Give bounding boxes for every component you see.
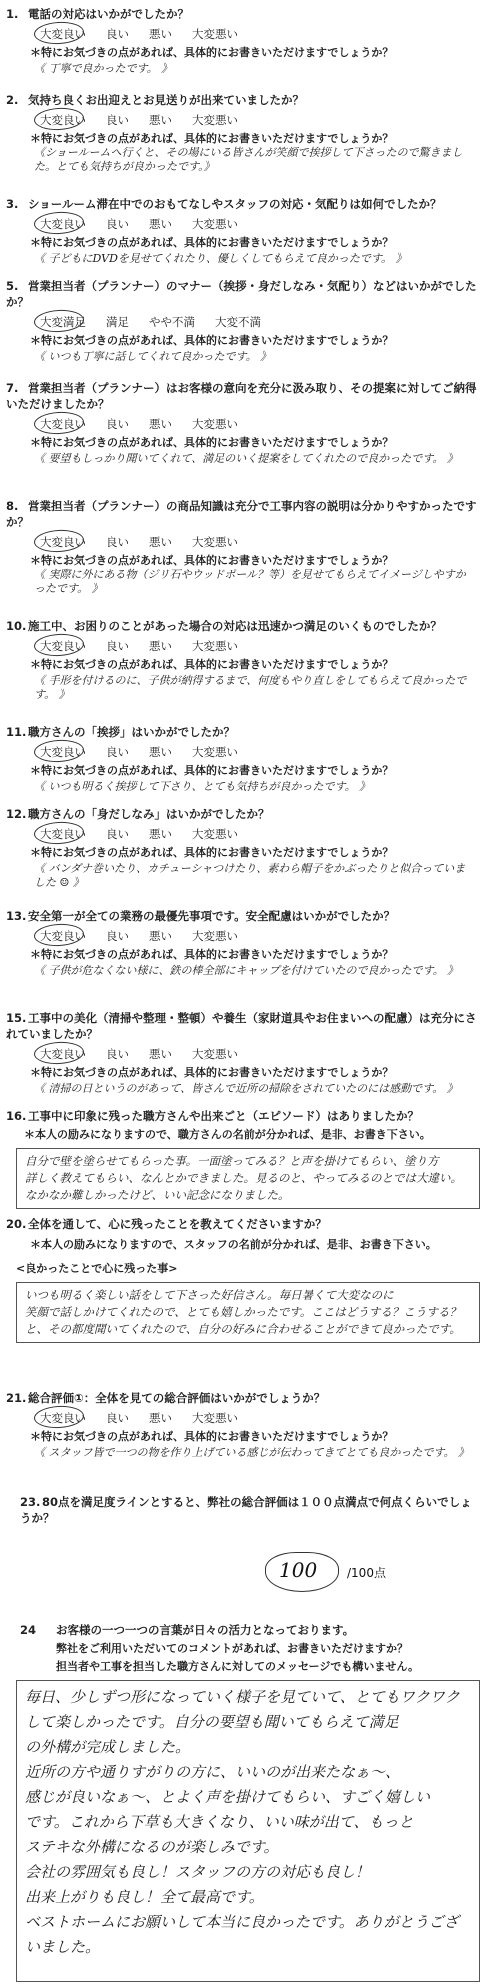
question-text: 営業担当者（プランナー）の商品知識は充分で工事内容の説明は分かりやすかったですか？ bbox=[6, 499, 477, 529]
option[interactable]: 大変不満 bbox=[215, 315, 261, 329]
option-selected[interactable]: 大変良い bbox=[40, 113, 86, 127]
rating-options bbox=[40, 826, 258, 842]
option[interactable]: やや不満 bbox=[149, 315, 195, 329]
note-prompt: ＊本人の励みになりますので、スタッフの名前が分かれば、是非、お書き下さい。 bbox=[30, 1238, 437, 1251]
question-number: 20. bbox=[6, 1217, 27, 1231]
option[interactable]: 良い bbox=[106, 745, 129, 759]
question-number: 1. bbox=[6, 7, 19, 21]
question-text: 工事中の美化（清掃や整理・整頓）や養生（家財道具やお住まいへの配慮）は充分にされていましたか？ bbox=[6, 1011, 477, 1041]
option[interactable]: 悪い bbox=[149, 929, 172, 943]
note-prompt: ＊本人の励みになりますので、職方さんの名前が分かれば、是非、お書き下さい。 bbox=[24, 1128, 431, 1141]
option[interactable]: 大変悪い bbox=[192, 217, 238, 231]
rating-options bbox=[40, 744, 258, 760]
question-number: 5. bbox=[6, 279, 19, 293]
handwritten-answer: 《 いつも丁寧に話してくれて良かったです。 》 bbox=[34, 350, 272, 363]
handwritten-answer: 《 手形を付けるのに、子供が納得するまで、何度もやり直しをしてもらえて良かったです。 》 bbox=[34, 674, 467, 701]
option[interactable]: 大変悪い bbox=[192, 929, 238, 943]
question-text: お客様の一つ一つの言葉が日々の活力となっております。 bbox=[56, 1623, 355, 1637]
question-number: 12. bbox=[6, 807, 27, 821]
note-prompt: ＊特にお気づきの点があれば、具体的にお書きいただけますでしょうか？ bbox=[30, 948, 394, 961]
score-unit: /100点 bbox=[347, 1566, 386, 1580]
option-selected[interactable]: 大変良い bbox=[40, 639, 86, 653]
option[interactable]: 良い bbox=[106, 639, 129, 653]
note-prompt: ＊特にお気づきの点があれば、具体的にお書きいただけますでしょうか？ bbox=[30, 46, 394, 59]
score-value: 100 bbox=[279, 1558, 318, 1582]
question-number: 21. bbox=[6, 1391, 27, 1405]
question-number: 7. bbox=[6, 381, 19, 395]
option[interactable]: 良い bbox=[106, 417, 129, 431]
option-selected[interactable]: 大変良い bbox=[40, 745, 86, 759]
option[interactable]: 大変悪い bbox=[192, 827, 238, 841]
instruction-line: 弊社をご利用いただいてのコメントがあれば、お書きいただけますか？ bbox=[56, 1642, 408, 1655]
handwritten-answer: 《 いつも明るく挨拶して下さり、とても気持ちが良かったです。 》 bbox=[34, 780, 371, 793]
option-selected[interactable]: 大変良い bbox=[40, 929, 86, 943]
option-selected[interactable]: 大変良い bbox=[40, 1411, 86, 1425]
note-prompt: ＊特にお気づきの点があれば、具体的にお書きいただけますでしょうか？ bbox=[30, 436, 394, 449]
question-text: 工事中に印象に残った職方さんや出来ごと（エピソード）はありましたか？ bbox=[28, 1109, 419, 1123]
question-number: 16. bbox=[6, 1109, 27, 1123]
question-number: 13. bbox=[6, 909, 27, 923]
option[interactable]: 悪い bbox=[149, 827, 172, 841]
question-text: 気持ち良くお出迎えとお見送りが出来ていましたか？ bbox=[28, 93, 304, 107]
option[interactable]: 満足 bbox=[106, 315, 129, 329]
question-text: ショールーム滞在中でのおもてなしやスタッフの対応・気配りは如何でしたか？ bbox=[28, 197, 442, 211]
option[interactable]: 大変悪い bbox=[192, 113, 238, 127]
option[interactable]: 悪い bbox=[149, 1411, 172, 1425]
handwritten-answer: 《 要望もしっかり聞いてくれて、満足のいく提案をしてくれたので良かったです。 》 bbox=[34, 452, 458, 465]
option-selected[interactable]: 大変良い bbox=[40, 417, 86, 431]
question-text: 施工中、お困りのことがあった場合の対応は迅速かつ満足のいくものでしたか？ bbox=[28, 619, 442, 633]
answer-box bbox=[16, 1680, 480, 1982]
rating-options bbox=[40, 1046, 258, 1062]
option-selected[interactable]: 大変良い bbox=[40, 827, 86, 841]
question-number: 15. bbox=[6, 1011, 27, 1025]
rating-options bbox=[40, 1410, 258, 1426]
question-number: 10. bbox=[6, 619, 27, 633]
option[interactable]: 悪い bbox=[149, 27, 172, 41]
option[interactable]: 悪い bbox=[149, 639, 172, 653]
option[interactable]: 大変悪い bbox=[192, 27, 238, 41]
option[interactable]: 良い bbox=[106, 1047, 129, 1061]
option[interactable]: 悪い bbox=[149, 217, 172, 231]
option[interactable]: 良い bbox=[106, 535, 129, 549]
handwritten-answer: 《 清掃の日というのがあって、皆さんで近所の掃除をされていたのには感動です。 》 bbox=[34, 1082, 458, 1095]
handwritten-answer: 《 子どもにDVDを見せてくれたり、優しくしてもらえて良かったです。 》 bbox=[34, 252, 407, 265]
question-number: 2. bbox=[6, 93, 19, 107]
rating-options bbox=[40, 112, 258, 128]
option[interactable]: 良い bbox=[106, 929, 129, 943]
question-number: 8. bbox=[6, 499, 19, 513]
instruction-line: 担当者や工事を担当した職方さんに対してのメッセージでも構いません。 bbox=[56, 1660, 419, 1673]
note-prompt: ＊特にお気づきの点があれば、具体的にお書きいただけますでしょうか？ bbox=[30, 334, 394, 347]
note-prompt: ＊特にお気づきの点があれば、具体的にお書きいただけますでしょうか？ bbox=[30, 846, 394, 859]
question-text: 職方さんの「挨拶」はいかがでしたか？ bbox=[28, 725, 235, 739]
question-text: 80点を満足度ラインとすると、弊社の総合評価は１００点満点で何点くらいでしょうか？ bbox=[20, 1495, 472, 1525]
note-prompt: ＊特にお気づきの点があれば、具体的にお書きいただけますでしょうか？ bbox=[30, 1430, 394, 1443]
section-header: <良かったことで心に残った事> bbox=[16, 1262, 178, 1275]
option[interactable]: 悪い bbox=[149, 745, 172, 759]
option[interactable]: 良い bbox=[106, 113, 129, 127]
question-text: 総合評価①：全体を見ての総合評価はいかがでしょうか？ bbox=[28, 1391, 326, 1405]
option[interactable]: 悪い bbox=[149, 417, 172, 431]
note-prompt: ＊特にお気づきの点があれば、具体的にお書きいただけますでしょうか？ bbox=[30, 554, 394, 567]
handwritten-answer: 《 スタッフ皆で一つの物を作り上げている感じが伝わってきてとても良かったです。 》 bbox=[34, 1446, 470, 1459]
answer-box bbox=[16, 1148, 480, 1209]
question-number: 11. bbox=[6, 725, 27, 739]
option-selected[interactable]: 大変満足 bbox=[40, 315, 86, 329]
handwritten-answer: いつも明るく楽しい話をして下さった好信さん。毎日暑くて大変なのに 笑顔で話しかけてくれたので、とても嬉しかったです。ここはどうする？こうする？ と、その都度聞いてくれたので、自分の好みに合わせることができて良かったです。 bbox=[25, 1288, 461, 1336]
handwritten-answer: 《 実際に外にある物（ジリ石やウッドポール？等）を見せてもらえてイメージしやすかったです。 》 bbox=[34, 568, 466, 595]
rating-options bbox=[40, 928, 258, 944]
option-selected[interactable]: 大変良い bbox=[40, 217, 86, 231]
note-prompt: ＊特にお気づきの点があれば、具体的にお書きいただけますでしょうか？ bbox=[30, 132, 394, 145]
answer-box bbox=[16, 1282, 480, 1343]
option[interactable]: 大変悪い bbox=[192, 1411, 238, 1425]
note-prompt: ＊特にお気づきの点があれば、具体的にお書きいただけますでしょうか？ bbox=[30, 658, 394, 671]
handwritten-answer: 《ショールームへ行くと、その場にいる皆さんが笑顔で挨拶して下さったので驚きました。とても気持ちが良かったです。》 bbox=[34, 146, 463, 173]
option[interactable]: 悪い bbox=[149, 535, 172, 549]
option[interactable]: 悪い bbox=[149, 113, 172, 127]
option[interactable]: 悪い bbox=[149, 1047, 172, 1061]
handwritten-answer: 自分で壁を塗らせてもらった事。一面塗ってみる？と声を掛けてもらい、塗り方 詳しく教えてもらい、なんとかできました。見るのと、やってみるのとでは大違い。 なかなか難しかったけど、いい記念になりました。 bbox=[25, 1154, 462, 1202]
rating-options bbox=[40, 216, 258, 232]
rating-options bbox=[40, 534, 258, 550]
question-text: 電話の対応はいかがでしたか？ bbox=[28, 7, 189, 21]
option[interactable]: 大変悪い bbox=[192, 417, 238, 431]
rating-options bbox=[40, 314, 281, 330]
rating-options bbox=[40, 638, 258, 654]
question-number: 3. bbox=[6, 197, 19, 211]
option[interactable]: 良い bbox=[106, 217, 129, 231]
option[interactable]: 良い bbox=[106, 27, 129, 41]
note-prompt: ＊特にお気づきの点があれば、具体的にお書きいただけますでしょうか？ bbox=[30, 1066, 394, 1079]
question-text: 職方さんの「身だしなみ」はいかがでしたか？ bbox=[28, 807, 270, 821]
option[interactable]: 大変悪い bbox=[192, 639, 238, 653]
handwritten-answer: 《 バンダナ巻いたり、カチューシャつけたり、素わら帽子をかぶったりと似合っていました ☺ 》 bbox=[34, 862, 466, 889]
option[interactable]: 大変悪い bbox=[192, 535, 238, 549]
option[interactable]: 大変悪い bbox=[192, 1047, 238, 1061]
question-text: 安全第一が全ての業務の最優先事項です。安全配慮はいかがでしたか？ bbox=[28, 909, 396, 923]
note-prompt: ＊特にお気づきの点があれば、具体的にお書きいただけますでしょうか？ bbox=[30, 236, 394, 249]
option[interactable]: 良い bbox=[106, 1411, 129, 1425]
handwritten-answer: 《 丁寧で良かったです。 》 bbox=[34, 62, 173, 75]
handwritten-answer: 毎日、少しずつ形になっていく様子を見ていて、とてもワクワク して楽しかったです。自分の要望も聞いてもらえて満足 の外構が完成しました。 近所の方や通りすがりの方に、いいのが出来たなぁ〜、 感じが良いなぁ〜、とよく声を掛けてもらい、すごく嬉しい です。これから下草も大きくなり、いい味が出て、もっと ステキな外構になるのが楽しみです。 会社の雰囲気も良し！スタッフの方の対応も良し！ 出来上がりも良し！全て最高です。 ベストホームにお願いして本当に良かったです。ありがとうございました。 bbox=[25, 1688, 460, 1956]
question-text: 全体を通して、心に残ったことを教えてくださいますか？ bbox=[28, 1217, 327, 1231]
option-selected[interactable]: 大変良い bbox=[40, 535, 86, 549]
rating-options bbox=[40, 416, 258, 432]
option[interactable]: 大変悪い bbox=[192, 745, 238, 759]
option-selected[interactable]: 大変良い bbox=[40, 27, 86, 41]
note-prompt: ＊特にお気づきの点があれば、具体的にお書きいただけますでしょうか？ bbox=[30, 764, 394, 777]
question-text: 営業担当者（プランナー）はお客様の意向を充分に汲み取り、その提案に対してご納得いただけましたか？ bbox=[6, 381, 477, 411]
question-text: 営業担当者（プランナー）のマナー（挨拶・身だしなみ・気配り）などはいかがでしたか？ bbox=[6, 279, 477, 309]
option-selected[interactable]: 大変良い bbox=[40, 1047, 86, 1061]
rating-options bbox=[40, 26, 258, 42]
question-number: 23. bbox=[20, 1495, 41, 1509]
handwritten-answer: 《 子供が危なくない様に、鉄の棒全部にキャップを付けていたので良かったです。 》 bbox=[34, 964, 459, 977]
option[interactable]: 良い bbox=[106, 827, 129, 841]
question-number: 24 bbox=[20, 1623, 37, 1637]
